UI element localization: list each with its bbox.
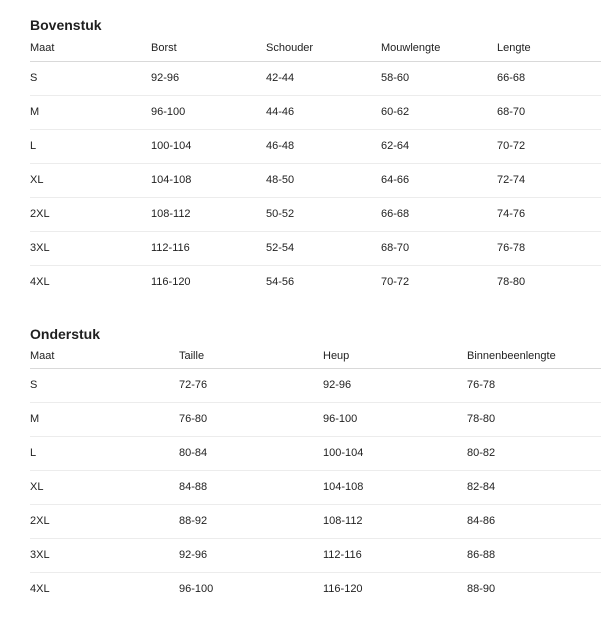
table-cell: 116-120 <box>323 583 363 595</box>
table-cell: 76-78 <box>497 232 601 266</box>
size-cell: XL <box>30 471 179 505</box>
table-row <box>30 198 601 232</box>
top-section-title: Bovenstuk <box>30 17 102 33</box>
column-header: Binnenbeenlengte <box>467 345 601 369</box>
table-cell: 108-112 <box>151 198 266 232</box>
bottom-size-table <box>30 345 601 606</box>
table-cell: 104-108 <box>323 471 467 505</box>
table-row <box>30 573 601 607</box>
table-cell: 92-96 <box>151 62 266 96</box>
table-row <box>30 539 601 573</box>
table-cell: 48-50 <box>266 164 381 198</box>
table-row <box>30 505 601 539</box>
table-row <box>30 62 601 96</box>
table-cell: 82-84 <box>467 471 601 505</box>
table-cell: 112-116 <box>323 539 467 573</box>
table-cell: 78-80 <box>467 403 601 437</box>
table-cell: 84-88 <box>179 471 323 505</box>
table-cell: 92-96 <box>179 539 323 573</box>
table-cell: 76-78 <box>467 369 601 403</box>
table-cell: 104-108 <box>151 164 266 198</box>
table-cell: 78-80 <box>497 276 526 288</box>
table-row <box>30 471 601 505</box>
size-cell: S <box>30 369 179 403</box>
table-header-row <box>30 345 601 369</box>
table-cell: 68-70 <box>381 232 497 266</box>
table-cell: 84-86 <box>467 505 601 539</box>
table-cell: 66-68 <box>497 62 601 96</box>
table-cell: 50-52 <box>266 198 381 232</box>
column-header: Mouwlengte <box>381 36 497 62</box>
table-cell: 100-104 <box>151 130 266 164</box>
column-header: Lengte <box>497 36 601 62</box>
column-header: Maat <box>30 36 151 62</box>
column-header: Borst <box>151 36 266 62</box>
table-cell: 54-56 <box>266 276 295 288</box>
size-cell: 3XL <box>30 232 151 266</box>
table-row <box>30 164 601 198</box>
table-cell: 72-76 <box>179 369 323 403</box>
table-cell: 108-112 <box>323 505 467 539</box>
table-header-row <box>30 36 601 62</box>
size-cell: 4XL <box>30 276 50 288</box>
table-cell: 76-80 <box>179 403 323 437</box>
table-cell: 100-104 <box>323 437 467 471</box>
table-row <box>30 232 601 266</box>
table-row <box>30 403 601 437</box>
table-cell: 96-100 <box>151 96 266 130</box>
table-cell: 62-64 <box>381 130 497 164</box>
table-cell: 42-44 <box>266 62 381 96</box>
table-cell: 96-100 <box>323 403 467 437</box>
table-cell: 64-66 <box>381 164 497 198</box>
table-row <box>30 369 601 403</box>
table-cell: 44-46 <box>266 96 381 130</box>
size-cell: 3XL <box>30 539 179 573</box>
column-header: Taille <box>179 345 323 369</box>
table-cell: 74-76 <box>497 198 601 232</box>
column-header: Maat <box>30 345 179 369</box>
size-cell: 2XL <box>30 505 179 539</box>
table-cell: 80-82 <box>467 437 601 471</box>
table-cell: 86-88 <box>467 539 601 573</box>
table-cell: 96-100 <box>179 583 214 595</box>
table-cell: 112-116 <box>151 232 266 266</box>
size-cell: M <box>30 403 179 437</box>
table-cell: 60-62 <box>381 96 497 130</box>
size-cell: XL <box>30 164 151 198</box>
column-header: Heup <box>323 345 467 369</box>
table-cell: 70-72 <box>497 130 601 164</box>
size-cell: 4XL <box>30 583 50 595</box>
table-cell: 52-54 <box>266 232 381 266</box>
table-row <box>30 266 601 300</box>
column-header: Schouder <box>266 36 381 62</box>
table-cell: 66-68 <box>381 198 497 232</box>
bottom-size-section <box>30 323 601 606</box>
table-cell: 88-90 <box>467 583 496 595</box>
size-cell: L <box>30 130 151 164</box>
size-cell: L <box>30 437 179 471</box>
table-cell: 68-70 <box>497 96 601 130</box>
table-cell: 88-92 <box>179 505 323 539</box>
table-cell: 116-120 <box>151 276 191 288</box>
size-cell: S <box>30 62 151 96</box>
table-cell: 70-72 <box>381 276 410 288</box>
top-size-section <box>30 14 601 299</box>
table-row <box>30 130 601 164</box>
top-size-table <box>30 36 601 299</box>
table-cell: 92-96 <box>323 369 467 403</box>
table-cell: 46-48 <box>266 130 381 164</box>
size-cell: 2XL <box>30 198 151 232</box>
size-cell: M <box>30 96 151 130</box>
table-row <box>30 437 601 471</box>
table-cell: 72-74 <box>497 164 601 198</box>
table-cell: 58-60 <box>381 62 497 96</box>
table-cell: 80-84 <box>179 437 323 471</box>
table-row <box>30 96 601 130</box>
bottom-section-title: Onderstuk <box>30 326 101 342</box>
